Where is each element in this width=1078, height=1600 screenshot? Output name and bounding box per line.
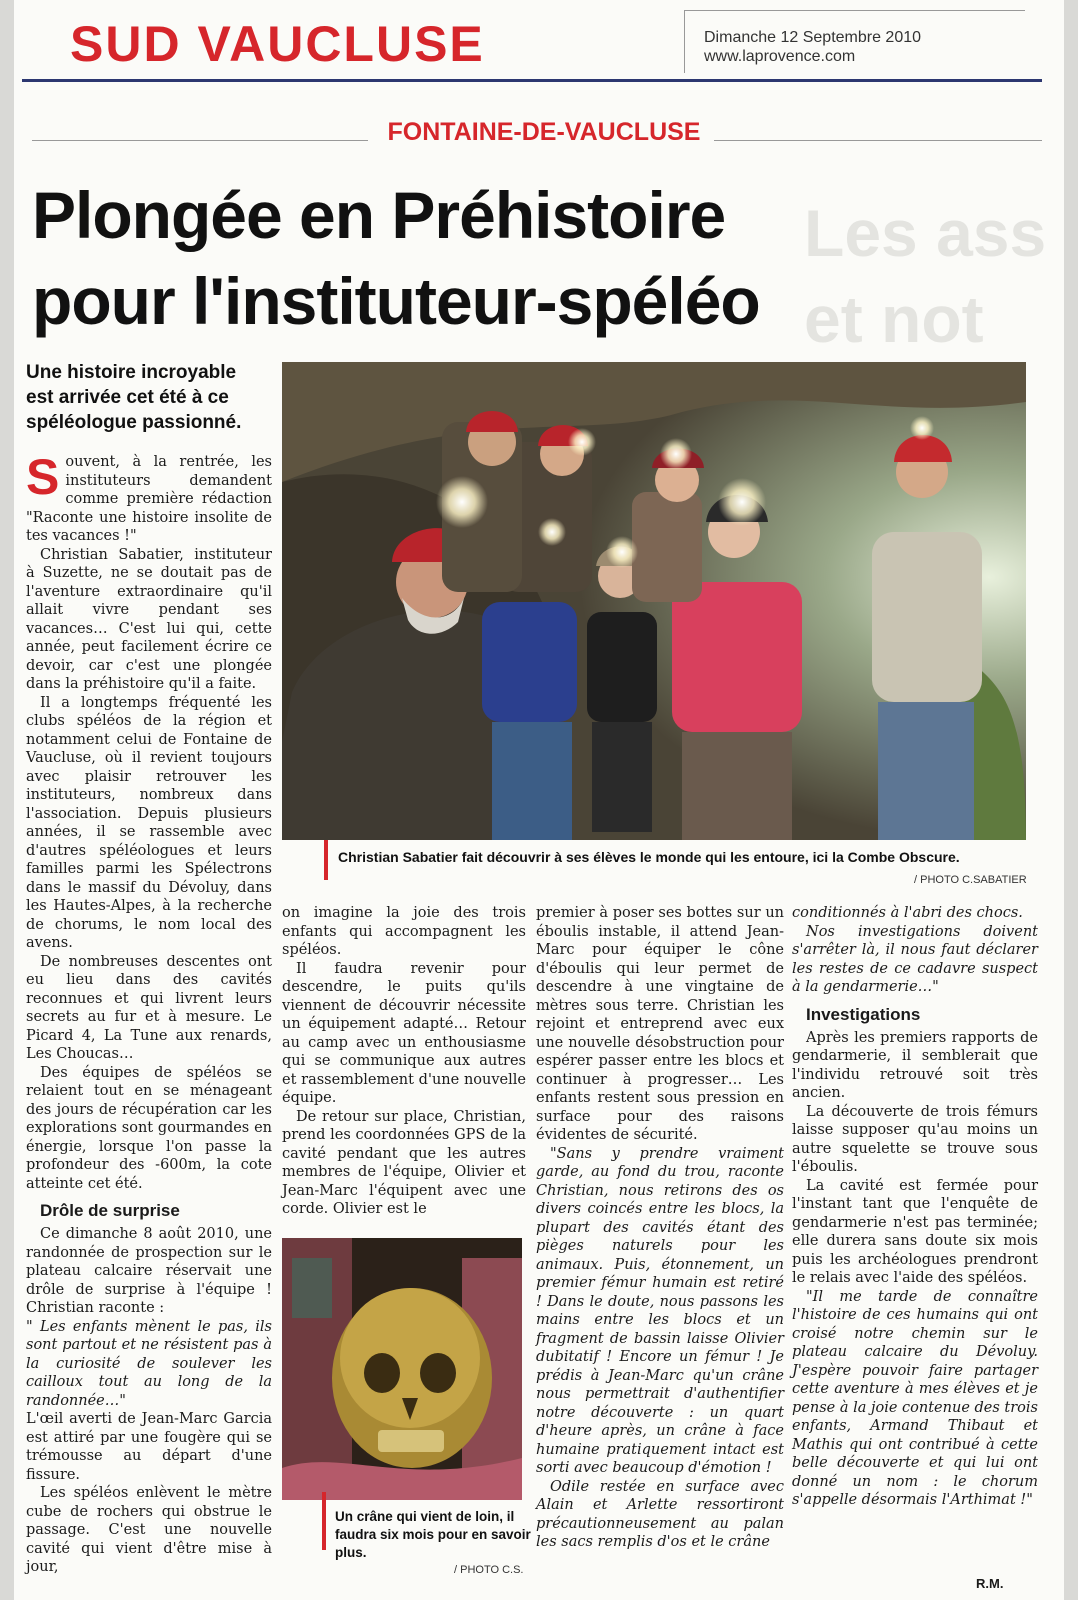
newspaper-page <box>14 0 1064 1600</box>
skull-caption-marker <box>322 1492 326 1550</box>
paragraph: La cavité est fermée pour l'instant tant que l'enquête de gendarmerie n'est pas terminée; elle durera sans doute six mois puis les archéologues prendront le relais avec l'aide des spéléos. <box>792 1177 1038 1286</box>
paragraph: conditionnés à l'abri des chocs. <box>792 905 1023 921</box>
article-location: FONTAINE-DE-VAUCLUSE <box>387 118 701 146</box>
column-4 <box>792 904 1038 1510</box>
paragraph: premier à poser ses bottes sur un éboulis instable, il attend Jean-Marc pour équiper le cône d'éboulis qui leur permet de descendre à une vingtaine de mètres sous terre. Christian les rejoint et entreprend avec eux une nouvelle désobstruction pour espérer passer entre les blocs et continuer à progresser… Les enfants restent sous pression en surface pour des raisons évidentes de sécurité. <box>536 905 784 1143</box>
skull-photo-credit: / PHOTO C.S. <box>454 1564 524 1576</box>
paragraph: Après les premiers rapports de gendarmerie, il semblerait que l'individu retrouvé soit très ancien. <box>792 1029 1038 1101</box>
paragraph: Il a longtemps fréquenté les clubs spéléos de la région et notamment celui de Fontaine de Vaucluse, où il revient toujours avec plaisir retrouver les instituteurs, nombreux dans l'association. Depuis plusieurs années, il se rassemble avec d'autres spéléologues et leurs familles parmi les Spélectrons dans le massif du Dévoluy, dans les Hautes-Alpes, à la recherche de chorums, le nom local des avens. <box>26 694 272 951</box>
paragraph-quote: Nos investigations doivent s'arrêter là, il nous faut déclarer les restes de ce cadavre suspect à la gendarmerie…" <box>792 923 1038 995</box>
paragraph: Christian Sabatier, instituteur à Suzette, ne se doutait pas de l'aventure extraordinaire qu'il allait vivre pendant ses vacances… C'est lui qui, cette année, peut facilement écrire ce devoir, car c'est une plongée dans la préhistoire qu'il a faite. <box>26 546 272 692</box>
caption-marker <box>324 840 328 880</box>
location-rule-left <box>32 140 368 141</box>
paragraph: Il faudra revenir pour descendre, le puits qu'ils viennent de découvrir nécessite un équipement adapté… Retour au camp avec un enthousiasme qui se communique aux autres et rassemblement d'une nouvelle équipe. <box>282 960 526 1106</box>
paragraph-quote: " Les enfants mènent le pas, ils sont partout et ne résistent pas à la curiosité de soulever les cailloux tout au long de la randonnée…" <box>26 1318 272 1409</box>
location-rule-right <box>714 140 1042 141</box>
publication-date: Dimanche 12 Septembre 2010 <box>704 29 922 46</box>
article-headline <box>32 172 872 344</box>
paragraph: Les spéléos enlèvent le mètre cube de rochers qui obstrue le passage. C'est une nouvelle cavité qui vient d'être mise à jour, <box>26 1485 272 1575</box>
paragraph-quote: "Il me tarde de connaître l'histoire de ces humains qui ont croisé notre chemin sur le plateau calcaire du Dévoluy. J'espère pouvoir faire partager cette aventure à mes élèves et je pense à la joie contenue des trois enfants, Armand Thibaut et Mathis qui ont contribué à cette belle découverte et qui lui ont donné un nom : le chorum s'appelle désormais l'Arthimat !" <box>792 1288 1038 1508</box>
paragraph: De nombreuses descentes ont eu lieu dans des cavités reconnues et qui livrent leurs secrets au fur et à mesure. Le Picard 4, La Tune aux renards, Les Choucas… <box>26 953 272 1062</box>
paragraph: De retour sur place, Christian, prend les coordonnées GPS de la cavité pendant que les autres membres de l'équipe, Olivier et Jean-Marc l'équipent avec une corde. Olivier est le <box>282 1108 526 1217</box>
paragraph: L'œil averti de Jean-Marc Garcia est attiré par une fougère qui se trémousse au départ d'une fissure. <box>26 1411 272 1483</box>
paragraph-quote: "Sans y prendre vraiment garde, au fond du trou, raconte Christian, nous retirons des os divers coincés entre les blocs, la plupart des cavités étant des pièges naturels pour les animaux. Puis, étonnement, un premier fémur humain est retiré ! Dans le doute, nous passons les mains entre les blocs et un fragment de bassin laisse Olivier dubitatif ! Encore un fémur ! Je prédis à Jean-Marc qu'un crâne nous permettrait d'authentifier notre découverte : un quart d'heure après, un crâne à face humaine pratiquement intact est sorti avec beaucoup d'émotion ! <box>536 1145 784 1476</box>
main-photo-caption: Christian Sabatier fait découvrir à ses élèves le monde qui les entoure, ici la Combe Obscure. <box>338 849 960 865</box>
paragraph: on imagine la joie des trois enfants qui accompagnent les spéléos. <box>282 905 526 958</box>
subhead-drole-de-surprise: Drôle de surprise <box>40 1201 180 1220</box>
skull-photo <box>282 1238 522 1500</box>
adjacent-article-ghost: Les ass et not <box>804 196 1047 356</box>
skull-image <box>282 1238 522 1500</box>
header-rule <box>22 79 1042 82</box>
paragraph: Des équipes de spéléos se relaient tout en se ménageant des jours de récupération car les explorations sont gourmandes en énergie, lorsque l'on passe la profondeur des -600m, la cote atteinte cet été. <box>26 1064 272 1192</box>
section-title: SUD VAUCLUSE <box>70 16 485 72</box>
column-2 <box>282 904 526 1219</box>
skull-photo-caption: Un crâne qui vient de loin, il faudra six mois pour en savoir plus. <box>335 1509 531 1560</box>
paragraph: Odile restée en surface avec Alain et Arlette ressortiront précautionneusement au palan les sacs remplis d'os et le crâne <box>536 1478 784 1550</box>
column-1 <box>26 449 272 1577</box>
paragraph: La découverte de trois fémurs laisse supposer qu'au moins un autre squelette se trouve sous l'éboulis. <box>792 1103 1038 1175</box>
publication-meta <box>704 28 921 66</box>
column-3 <box>536 904 784 1552</box>
subhead-investigations: Investigations <box>806 1004 921 1024</box>
website-link[interactable]: www.laprovence.com <box>704 48 856 65</box>
headline-line-1: Plongée en Préhistoire <box>32 178 726 252</box>
headline-line-2: pour l'instituteur-spéléo <box>32 264 760 338</box>
author-signature: R.M. <box>976 1576 1004 1591</box>
drop-cap: S <box>26 449 60 505</box>
main-photo-credit: / PHOTO C.SABATIER <box>914 874 1027 886</box>
cave-group-photo <box>282 362 1026 840</box>
paragraph: Ce dimanche 8 août 2010, une randonnée de prospection sur le plateau calcaire réservait une drôle de surprise à l'équipe ! Christian raconte : <box>26 1226 272 1316</box>
main-photo <box>282 362 1026 840</box>
article-intro: Une histoire incroyable est arrivée cet été à ce spéléologue passionné. <box>26 362 242 433</box>
paragraph: ouvent, à la rentrée, les instituteurs demandent comme première rédaction "Raconte une histoire insolite de tes vacances !" <box>26 454 272 544</box>
